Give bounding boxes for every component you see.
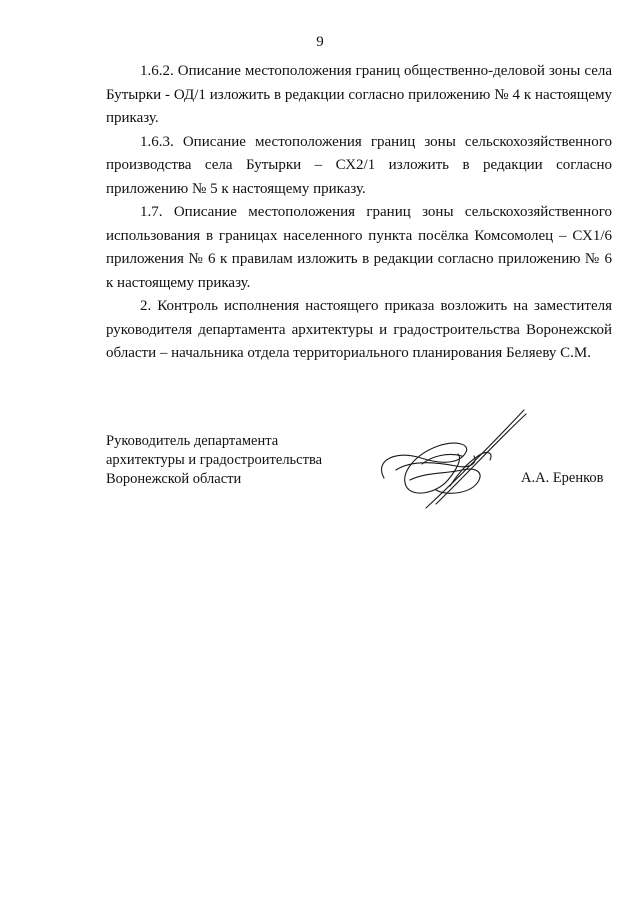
signatory-name: А.А. Еренков <box>521 470 604 486</box>
page-number: 9 <box>316 34 324 50</box>
paragraph-1-6-3: 1.6.3. Описание местоположения границ зоны сельскохозяйственного производства села Бутырки – СХ2/1 изложить в редакции согласно приложению № 5 к настоящему приказу. <box>106 133 612 197</box>
signatory-position-line: Руководитель департамента <box>106 433 279 449</box>
document-body <box>106 60 612 366</box>
paragraph-2: 2. Контроль исполнения настоящего приказа возложить на заместителя руководителя департамента архитектуры и градостроительства Воронежской области – начальника отдела территориального планирования Беляеву С.М. <box>106 298 612 361</box>
paragraph-1-7: 1.7. Описание местоположения границ зоны сельскохозяйственного использования в границах населенного пункта посёлка Комсомолец – СХ1/6 приложения № 6 к правилам изложить в редакции согласно приложению № 6 к настоящему приказу. <box>106 204 612 291</box>
paragraph-1-6-2: 1.6.2. Описание местоположения границ общественно-деловой зоны села Бутырки - ОД/1 изложить в редакции согласно приложению № 4 к настоящему приказу. <box>106 63 612 126</box>
signatory-position <box>106 432 406 489</box>
handwritten-signature <box>366 400 536 520</box>
signatory-position-line: Воронежской области <box>106 471 242 487</box>
signatory-position-line: архитектуры и градостроительства <box>106 452 323 468</box>
